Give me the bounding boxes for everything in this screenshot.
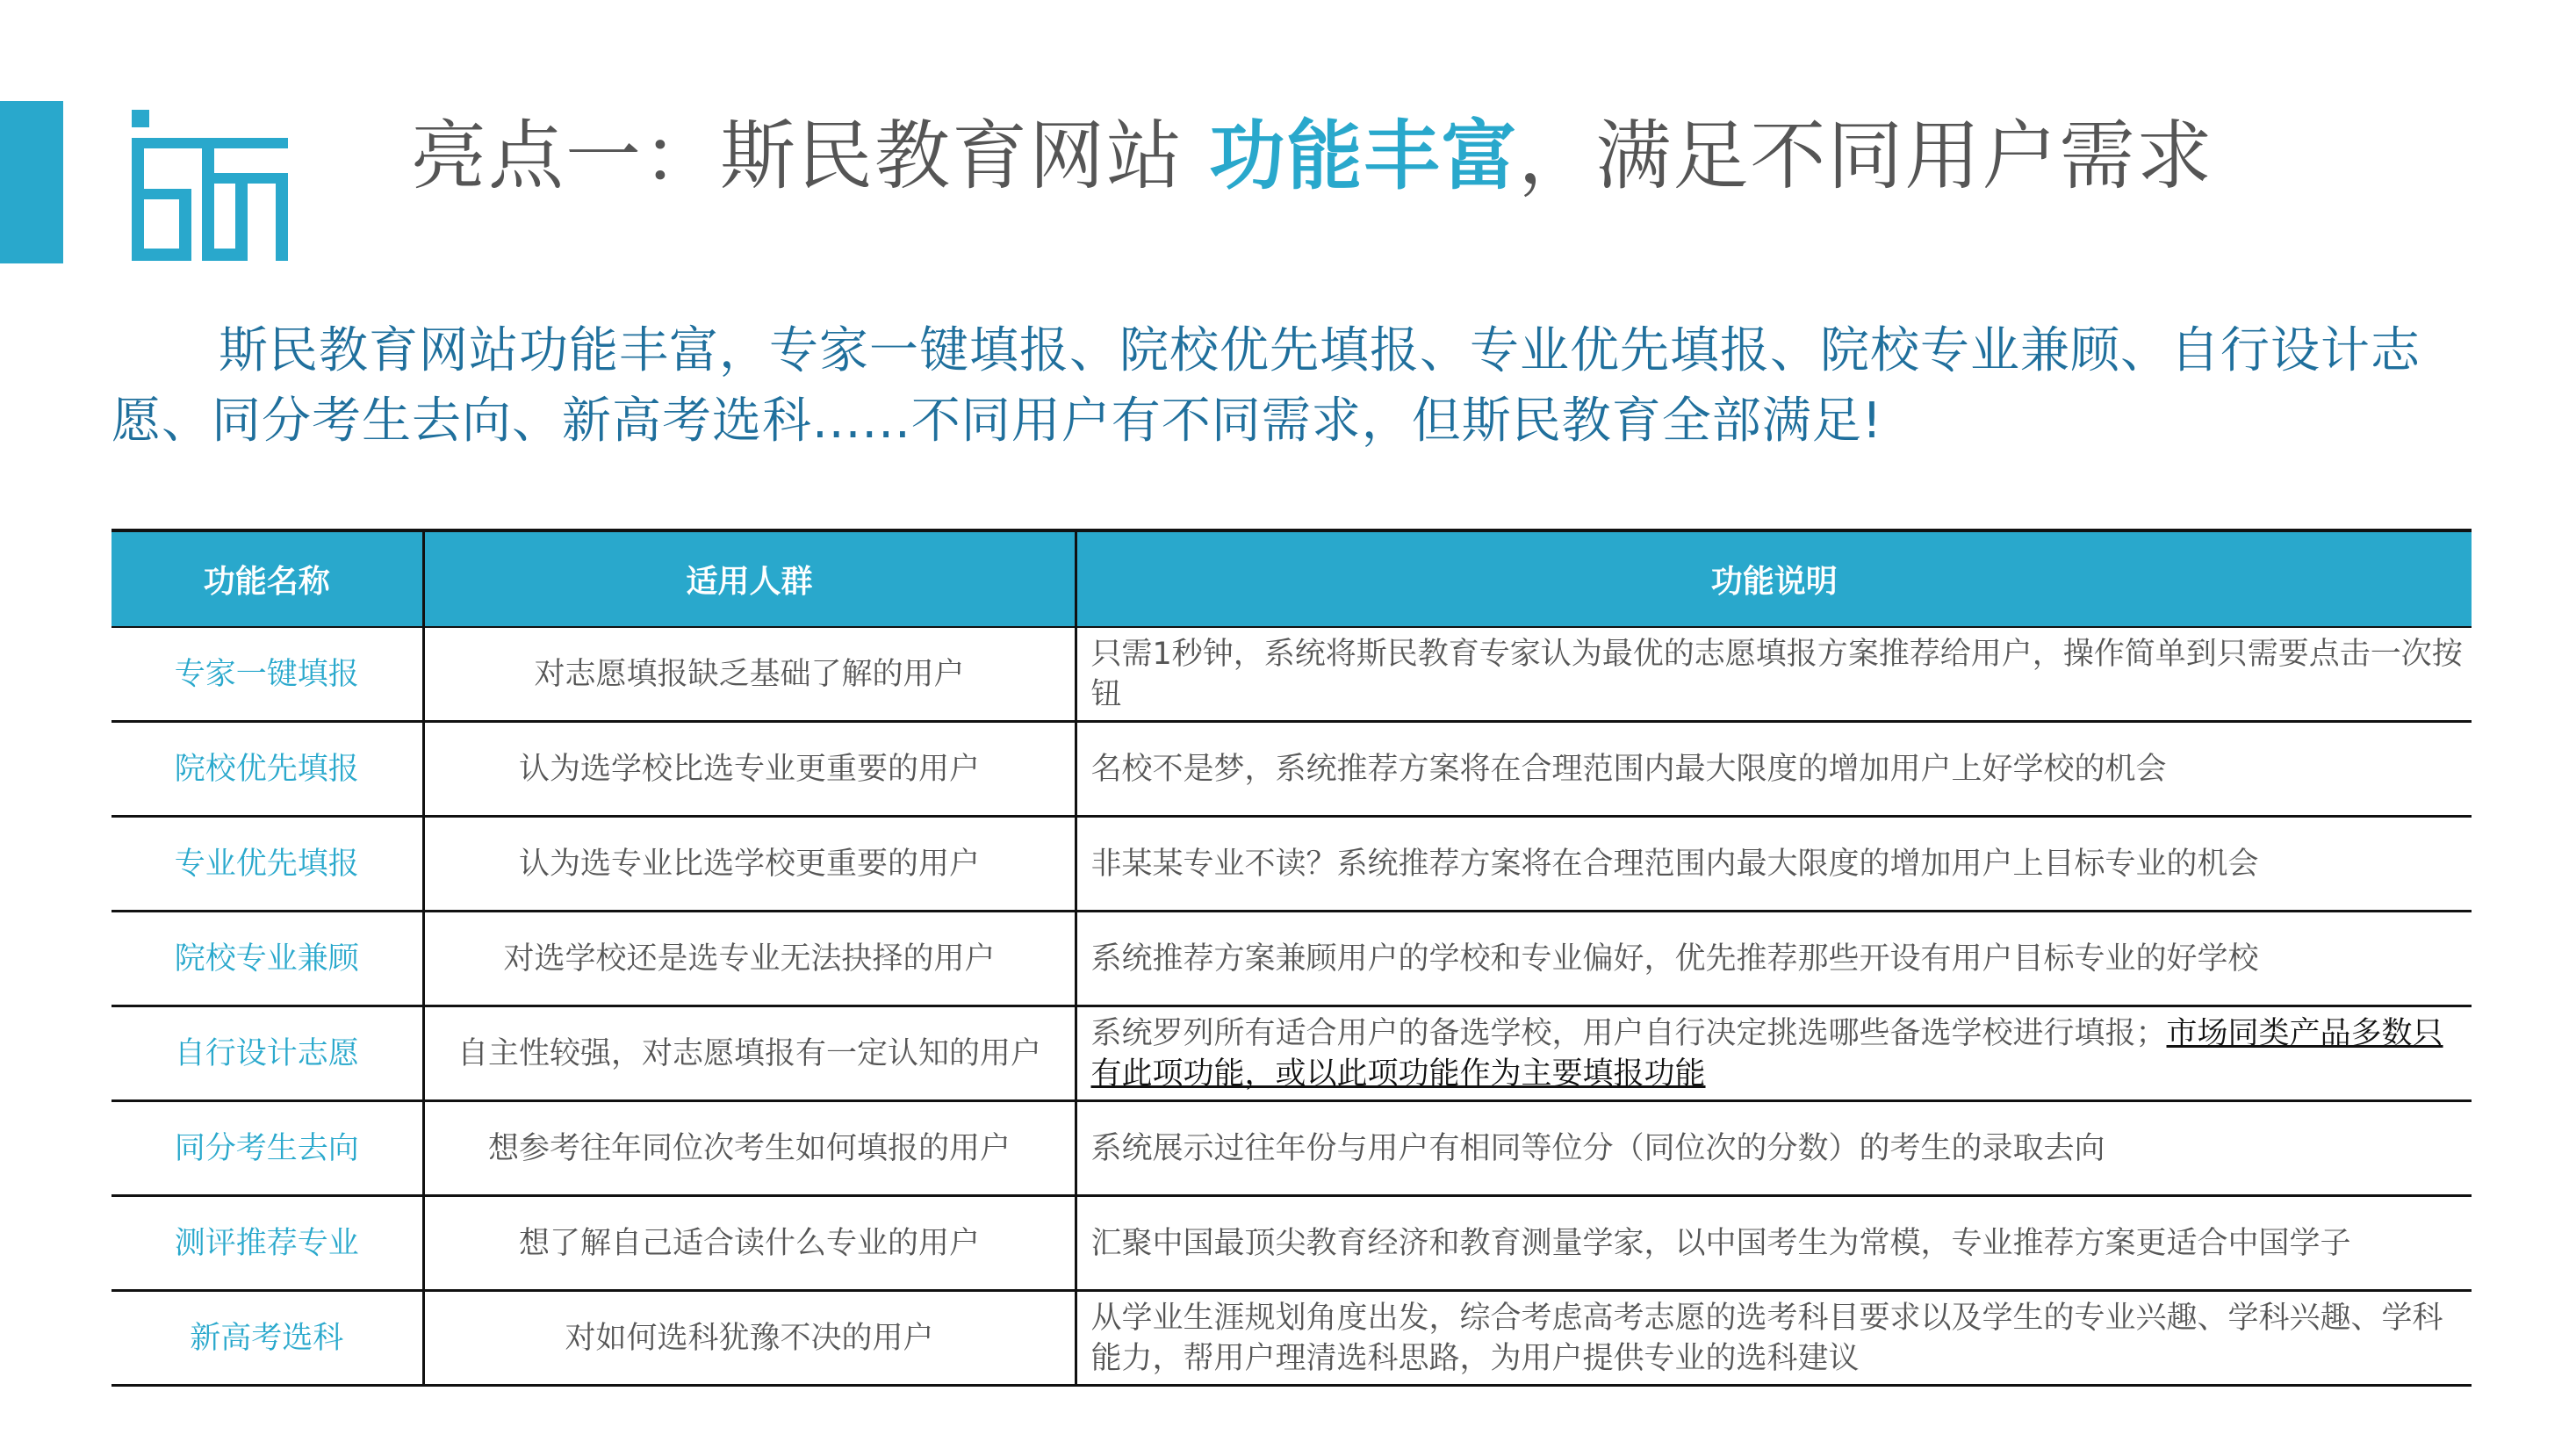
- table-row: [112, 1196, 2472, 1291]
- logo-icon: [132, 110, 288, 261]
- title-highlight: 功能丰富: [1209, 112, 1519, 200]
- feature-audience: 认为选专业比选学校更重要的用户: [423, 817, 1076, 912]
- table-row: [112, 1291, 2472, 1386]
- feature-name: 同分考生去向: [112, 1101, 423, 1196]
- title-prefix: 亮点一：斯民教育网站: [411, 112, 1184, 200]
- feature-audience: 对志愿填报缺乏基础了解的用户: [423, 627, 1076, 722]
- feature-description: 非某某专业不读？系统推荐方案将在合理范围内最大限度的增加用户上目标专业的机会: [1076, 817, 2472, 912]
- header-audience: 适用人群: [423, 530, 1076, 627]
- table-row: [112, 627, 2472, 722]
- table-row: [112, 1101, 2472, 1196]
- feature-description: [1076, 1006, 2472, 1101]
- feature-name: 院校优先填报: [112, 722, 423, 817]
- page-title: [411, 112, 2213, 200]
- feature-description: 从学业生涯规划角度出发，综合考虑高考志愿的选考科目要求以及学生的专业兴趣、学科兴趣、学科能力，帮用户理清选科思路，为用户提供专业的选科建议: [1076, 1291, 2472, 1386]
- table-row: [112, 817, 2472, 912]
- feature-description-text: 系统罗列所有适合用户的备选学校，用户自行决定挑选哪些备选学校进行填报；: [1090, 1015, 2167, 1051]
- feature-table: [112, 529, 2472, 1387]
- feature-description: 系统展示过往年份与用户有相同等位分（同位次的分数）的考生的录取去向: [1076, 1101, 2472, 1196]
- feature-description: 名校不是梦，系统推荐方案将在合理范围内最大限度的增加用户上好学校的机会: [1076, 722, 2472, 817]
- feature-audience: 对选学校还是选专业无法抉择的用户: [423, 912, 1076, 1006]
- table-row: [112, 912, 2472, 1006]
- table-header-row: [112, 530, 2472, 627]
- feature-audience: 想了解自己适合读什么专业的用户: [423, 1196, 1076, 1291]
- feature-name: 测评推荐专业: [112, 1196, 423, 1291]
- feature-description: 汇聚中国最顶尖教育经济和教育测量学家，以中国考生为常模，专业推荐方案更适合中国学子: [1076, 1196, 2472, 1291]
- feature-audience: 想参考往年同位次考生如何填报的用户: [423, 1101, 1076, 1196]
- feature-description: 只需1秒钟，系统将斯民教育专家认为最优的志愿填报方案推荐给用户，操作简单到只需要点击一次按钮: [1076, 627, 2472, 722]
- feature-audience: 对如何选科犹豫不决的用户: [423, 1291, 1076, 1386]
- table-row: [112, 722, 2472, 817]
- feature-name: 自行设计志愿: [112, 1006, 423, 1101]
- left-accent-bar: [0, 101, 63, 263]
- feature-audience: 自主性较强，对志愿填报有一定认知的用户: [423, 1006, 1076, 1101]
- feature-name: 专业优先填报: [112, 817, 423, 912]
- header-description: 功能说明: [1076, 530, 2472, 627]
- header-feature-name: 功能名称: [112, 530, 423, 627]
- market-note: 市场同类产品多数只有此项功能，或以此项功能作为主要填报功能: [1090, 1015, 2443, 1092]
- table-row: [112, 1006, 2472, 1101]
- feature-name: 院校专业兼顾: [112, 912, 423, 1006]
- feature-description: 系统推荐方案兼顾用户的学校和专业偏好，优先推荐那些开设有用户目标专业的好学校: [1076, 912, 2472, 1006]
- title-suffix: ，满足不同用户需求: [1518, 112, 2214, 200]
- feature-audience: 认为选学校比选专业更重要的用户: [423, 722, 1076, 817]
- intro-paragraph: 斯民教育网站功能丰富，专家一键填报、院校优先填报、专业优先填报、院校专业兼顾、自行设计志愿、同分考生去向、新高考选科......不同用户有不同需求，但斯民教育全部满足!: [112, 322, 2421, 450]
- feature-name: 专家一键填报: [112, 627, 423, 722]
- feature-name: 新高考选科: [112, 1291, 423, 1386]
